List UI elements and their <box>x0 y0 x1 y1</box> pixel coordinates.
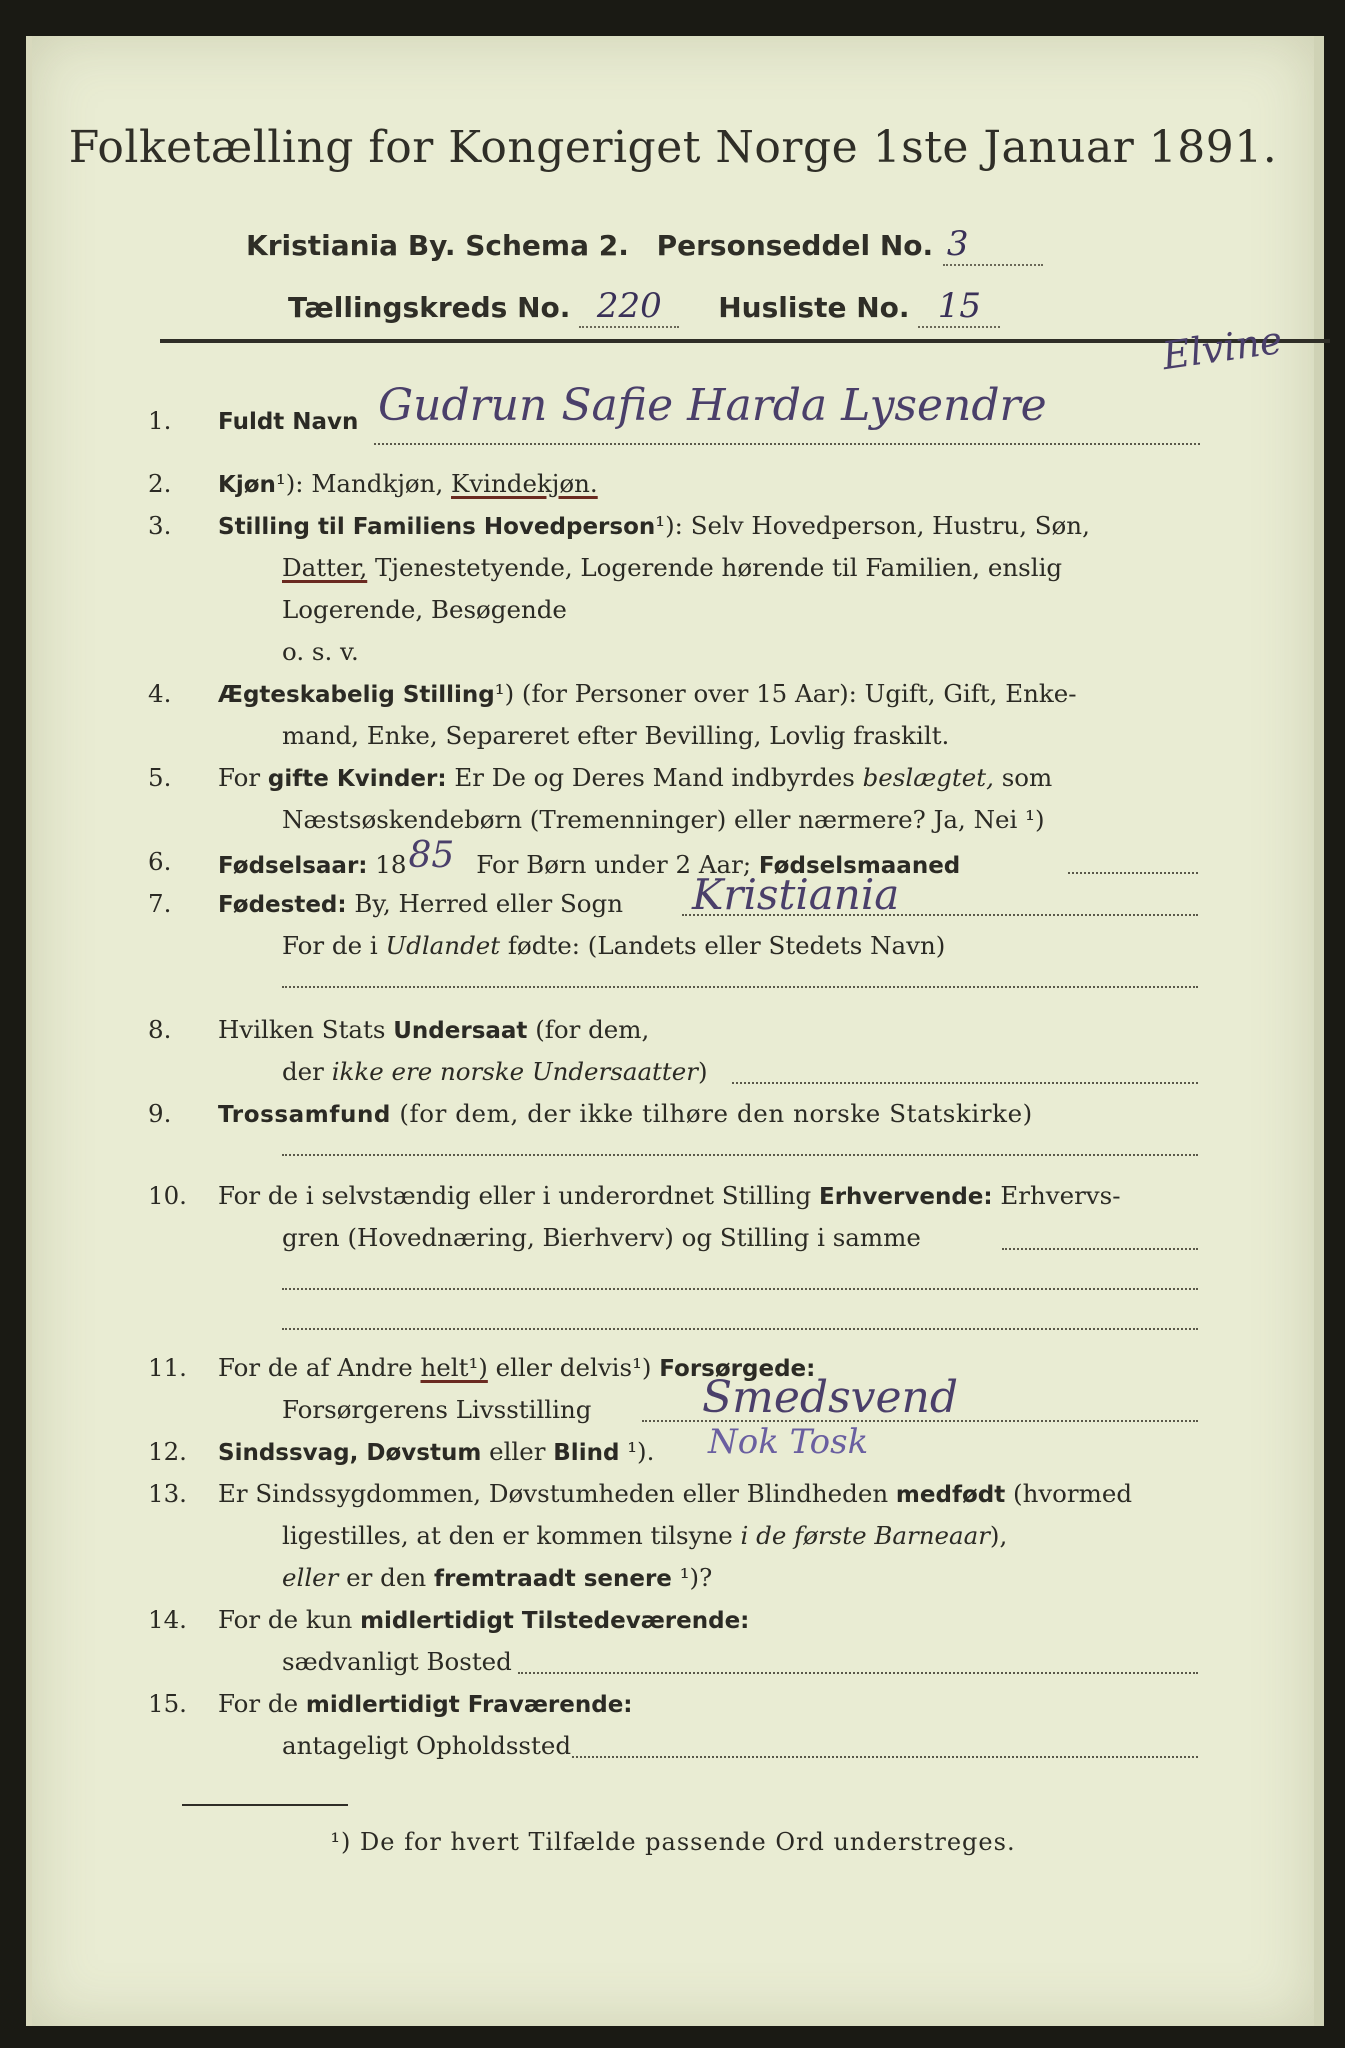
q8-line2-italic: ikke ere norske Undersaatter <box>331 1057 698 1086</box>
q7-line2-b: fødte: (Landets eller Stedets Navn) <box>500 931 946 960</box>
q8-line1-b: (for dem, <box>527 1015 650 1044</box>
q3-line3: Logerende, Besøgende <box>282 595 567 624</box>
q13-line3-bold: fremtraadt senere <box>433 1566 672 1592</box>
q6-answer: 85 <box>408 835 455 876</box>
q11-number: 11. <box>148 1353 187 1382</box>
q7-answer: Kristiania <box>692 870 900 919</box>
q1-answer: Gudrun Safie Harda Lysendre <box>378 380 1047 431</box>
q10-label: Erhvervende: <box>819 1184 993 1210</box>
q14-dotline <box>518 1672 1198 1674</box>
q2-options: ¹): Mandkjøn, <box>275 469 452 498</box>
q11-selected: helt¹) <box>420 1353 488 1382</box>
q10-line1-b: Erhvervs- <box>992 1181 1121 1210</box>
q5-line2: Næstsøskendebørn (Tremenninger) eller nærmere? Ja, Nei ¹) <box>282 805 1045 834</box>
q15-label: midlertidigt Fraværende: <box>305 1692 633 1718</box>
q15-prefix: For de <box>218 1689 306 1718</box>
counting-line <box>288 286 1000 328</box>
q13-label: medfødt <box>895 1482 1006 1508</box>
q5-number: 5. <box>148 763 172 792</box>
q1-number: 1. <box>148 406 172 435</box>
q2-number: 2. <box>148 469 172 498</box>
q6-number: 6. <box>148 847 172 876</box>
q12-mid: eller <box>481 1437 554 1466</box>
q4-line2: mand, Enke, Separeret efter Bevilling, Lovlig fraskilt. <box>282 721 950 750</box>
q8-line2-b: ) <box>697 1057 708 1086</box>
q3-line2: Tjenestetyende, Logerende hørende til Familien, enslig <box>367 553 1063 582</box>
q9-number: 9. <box>148 1099 172 1128</box>
q13-line1-b: (hvormed <box>1005 1479 1133 1508</box>
q6-label2: Fødselsmaaned <box>758 853 961 879</box>
q15-line2: antageligt Opholdssted <box>282 1731 571 1760</box>
q8-line2-a: der <box>282 1057 332 1086</box>
q12-label: Sindssvag, Døvstum <box>218 1440 482 1466</box>
q2-label: Kjøn <box>218 472 276 498</box>
q6-label: Fødselsaar: <box>218 853 368 879</box>
q3-line1: ¹): Selv Hovedperson, Hustru, Søn, <box>655 511 1090 540</box>
q4-number: 4. <box>148 679 172 708</box>
q5-line1-a: Er De og Deres Mand indbyrdes <box>446 763 863 792</box>
form-title: Folketælling for Kongeriget Norge 1ste Januar 1891. <box>68 122 1278 173</box>
personseddel-number: 3 <box>946 224 969 264</box>
q12-sup: ¹). <box>619 1437 655 1466</box>
q3-line4: o. s. v. <box>282 637 359 666</box>
taellingskreds-label: Tællingskreds No. <box>288 291 571 324</box>
q12-number: 12. <box>148 1437 187 1466</box>
q10-dotline-3 <box>282 1328 1198 1330</box>
q10-dotline <box>1002 1248 1198 1250</box>
footnote-rule <box>182 1804 348 1806</box>
q10-line2: gren (Hovednæring, Bierhverv) og Stilling i samme <box>282 1223 921 1252</box>
taellingskreds-number: 220 <box>596 286 662 326</box>
header-rule <box>160 339 1330 343</box>
footnote: ¹) De for hvert Tilfælde passende Ord understreges. <box>330 1828 1016 1856</box>
q6-dotline <box>1068 872 1198 874</box>
husliste-number: 15 <box>937 286 982 326</box>
q11-label: Forsørgede: <box>659 1356 816 1382</box>
q8-dotline <box>732 1082 1198 1084</box>
q5-prefix: For <box>218 763 268 792</box>
q1-label: Fuldt Navn <box>218 409 359 435</box>
q11-line2: Forsørgerens Livsstilling <box>282 1395 592 1424</box>
city-schema: Kristiania By. Schema 2. <box>246 229 629 262</box>
q11-answer: Smedsvend <box>702 1372 959 1423</box>
q7-line2-a: For de i <box>282 931 386 960</box>
q1-dotline <box>374 443 1200 445</box>
q4-label: Ægteskabelig Stilling <box>218 682 495 708</box>
q10-line1-a: For de i selvstændig eller i underordnet Stilling <box>218 1181 819 1210</box>
q13-number: 13. <box>148 1479 187 1508</box>
q13-line2-b: ), <box>989 1521 1008 1550</box>
q14-prefix: For de kun <box>218 1605 361 1634</box>
q7-dotline-2 <box>282 986 1198 988</box>
q8-number: 8. <box>148 1015 172 1044</box>
q15-number: 15. <box>148 1689 187 1718</box>
q7-label: Fødested: <box>218 892 347 918</box>
q1-answer-extra: Elvine <box>1159 317 1285 379</box>
q8-label: Undersaat <box>393 1018 528 1044</box>
q9-rest: (for dem, der ikke tilhøre den norske Statskirke) <box>391 1099 1033 1128</box>
q14-label: midlertidigt Tilstedeværende: <box>360 1608 750 1634</box>
q2-selected: Kvindekjøn. <box>451 469 598 498</box>
husliste-label: Husliste No. <box>718 291 910 324</box>
census-form-sheet <box>26 36 1324 2026</box>
q13-line1-a: Er Sindssygdommen, Døvstumheden eller Blindheden <box>218 1479 896 1508</box>
q5-label: gifte Kvinder: <box>267 766 447 792</box>
q14-number: 14. <box>148 1605 187 1634</box>
q9-dotline <box>282 1154 1198 1156</box>
q15-dotline <box>572 1756 1198 1758</box>
q13-line2-italic: i de første Barneaar <box>740 1521 990 1550</box>
q14-line2: sædvanligt Bosted <box>282 1647 512 1676</box>
q12-answer: Nok Tosk <box>708 1422 869 1462</box>
q11-line1-a: For de af Andre <box>218 1353 421 1382</box>
city-schema-line <box>246 224 1043 266</box>
q8-line1-a: Hvilken Stats <box>218 1015 394 1044</box>
q7-line1: By, Herred eller Sogn <box>346 889 623 918</box>
q5-line1-italic: beslægtet, <box>862 763 994 792</box>
q6-mid: For Børn under 2 Aar; <box>476 850 759 879</box>
q12-label2: Blind <box>553 1440 620 1466</box>
q7-line2-italic: Udlandet <box>385 931 501 960</box>
q6-prefix: 18 <box>367 850 407 879</box>
q7-number: 7. <box>148 889 172 918</box>
q13-line3-a: er den <box>338 1563 434 1592</box>
q13-line2-a: ligestilles, at den er kommen tilsyne <box>282 1521 741 1550</box>
q7-dotline <box>682 914 1198 916</box>
q3-selected: Datter, <box>282 553 368 582</box>
q11-line1-b: eller delvis¹) <box>487 1353 660 1382</box>
q10-number: 10. <box>148 1181 187 1210</box>
q3-label: Stilling til Familiens Hovedperson <box>218 514 656 540</box>
q10-dotline-2 <box>282 1288 1198 1290</box>
q5-line1-b: som <box>993 763 1053 792</box>
q13-line3-italic: eller <box>282 1563 339 1592</box>
q3-number: 3. <box>148 511 172 540</box>
q9-label: Trossamfund <box>218 1102 391 1128</box>
q13-line3-c: ¹)? <box>671 1563 713 1592</box>
q4-line1: ¹) (for Personer over 15 Aar): Ugift, Gift, Enke- <box>494 679 1077 708</box>
personseddel-label: Personseddel No. <box>656 229 934 262</box>
